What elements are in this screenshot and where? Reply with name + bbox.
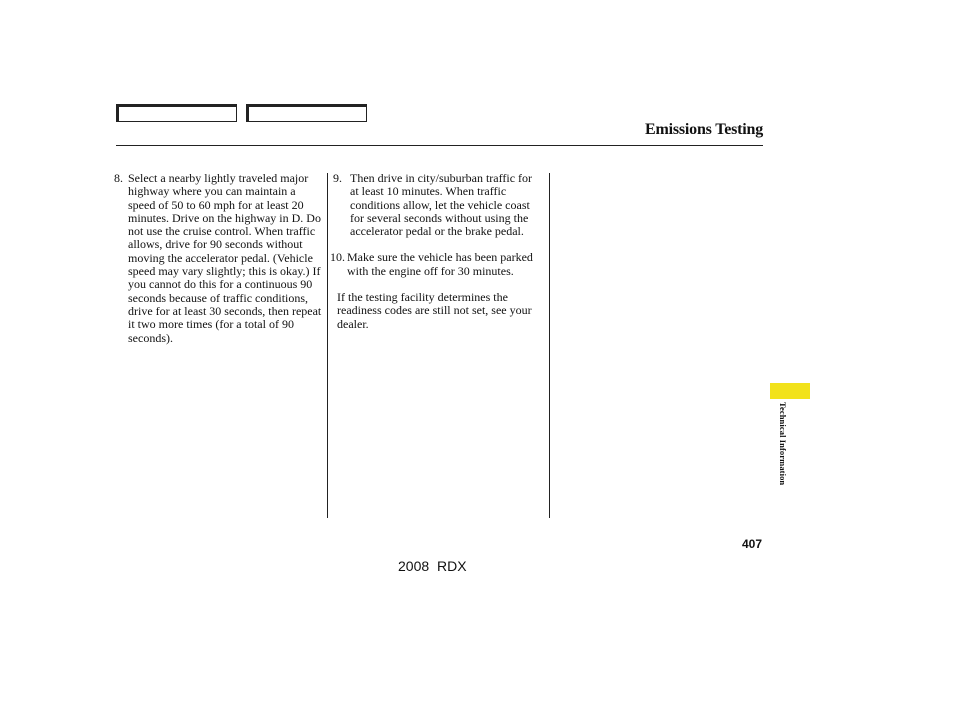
step-number: 8. <box>114 171 123 185</box>
column-divider-left <box>327 173 328 518</box>
nav-button-next[interactable] <box>246 104 367 122</box>
closing-paragraph: If the testing facility determines the readiness codes are still not set, see your dealer. <box>337 290 532 331</box>
header-divider <box>116 145 763 146</box>
section-tab[interactable] <box>770 383 810 399</box>
footer-model: 2008 RDX <box>398 558 467 574</box>
step-item-10 <box>330 250 537 278</box>
nav-button-previous[interactable] <box>116 104 237 122</box>
text-column-1 <box>114 172 322 345</box>
step-text: Then drive in city/suburban traffic for at least 10 minutes. When traffic conditions allow, let the vehicle coast for several seconds without using the accelerator pedal or the brake pedal. <box>350 171 533 239</box>
step-item-9 <box>333 172 537 238</box>
step-number: 10. <box>330 250 345 265</box>
step-text: Make sure the vehicle has been parked with the engine off for 30 minutes. <box>347 250 533 278</box>
step-item-8 <box>114 172 322 345</box>
page-number: 407 <box>741 537 762 551</box>
column-divider-right <box>549 173 550 518</box>
text-column-2 <box>330 171 537 331</box>
step-number: 9. <box>333 171 342 185</box>
section-label: Technical Information <box>778 402 788 486</box>
step-text: Select a nearby lightly traveled major highway where you can maintain a speed of 50 to 60 mph for at least 20 minutes. Drive on the highway in D. Do not use the cruise control. When traffic allows, drive for 90 seconds without moving the accelerator pedal. (Vehicle speed may vary slightly; this is okay.) If you cannot do this for a continuous 90 seconds because of traffic conditions, drive for at least 30 seconds, then repeat it two more times (for a total of 90 seconds). <box>128 171 322 345</box>
page-title: Emissions Testing <box>645 121 763 138</box>
